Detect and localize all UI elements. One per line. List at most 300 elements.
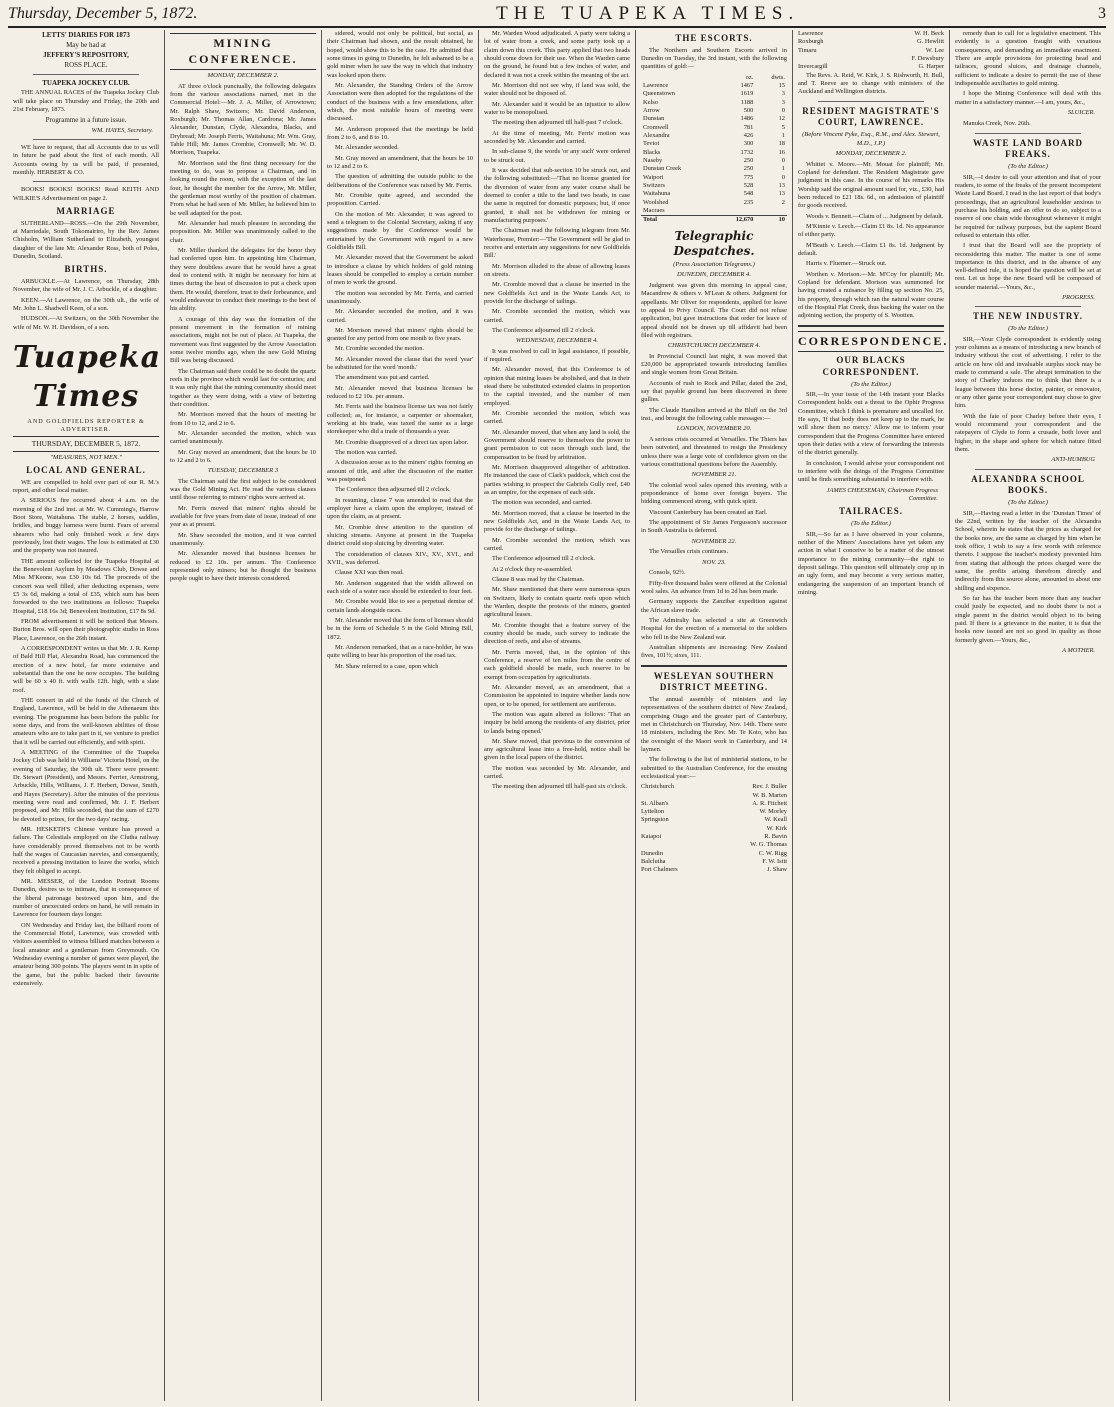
station-place: Dunedin	[641, 849, 664, 857]
table-row	[641, 82, 787, 90]
to-editor: (To the Editor.)	[1008, 162, 1048, 170]
local-paragraph: THE concert in aid of the funds of the Church of England, Lawrence, will be held in the Athenaeum this evening. The programme has been before the public for some days, and from the well-known abilities of those amateurs who are to take part in it, we venture to predict that it will be carried out efficiently, and with spirit.	[13, 697, 159, 746]
local-general-heading: LOCAL AND GENERAL.	[26, 465, 146, 476]
article-paragraph: Mr. Anderson proposed that the meetings be held from 2 to 6, and 8 to 10.	[327, 125, 473, 141]
masthead	[8, 2, 1106, 28]
article-paragraph: The meeting then adjourned till half-past 7 o'clock.	[492, 119, 623, 127]
letter-signature: JAMES CHEESEMAN, Chairman Progress Committee.	[826, 486, 938, 503]
letter-paragraph: SIR,—Your Clyde correspondent is evidently using your columns as a means of introducing a new branch of industry without the cost of advertising. I refer to the article on how old and invaluable surplus stock may be made to command a sale. The abrupt termination to the story of Charley induces me to think that there is a league between this horse doctor, painter, or renovator, or any other game your correspondent may chose to give him.	[955, 335, 1101, 410]
to-editor: (To the Editor.)	[851, 520, 891, 528]
total-oz: 12,670	[717, 216, 756, 225]
stations-list	[798, 30, 944, 72]
escort-oz: 781	[743, 123, 754, 131]
article-paragraph: Mr. Crombie thought that a feature survey of the country should be made, such survey to indicate the direction of reefs, and also of streams.	[484, 621, 630, 646]
station-row	[798, 30, 944, 38]
article-paragraph: Mr. Alexander seconded the motion, which was carried unanimously.	[170, 429, 316, 446]
column-5	[636, 30, 793, 1401]
escort-place: Teviot	[643, 140, 660, 148]
birth-notice: ARBUCKLE.—At Lawrence, on Thursday, 28th November, the wife of Mr. J. C. Arbuckle, of a daughter.	[13, 277, 159, 294]
local-paragraph: A SERIOUS fire occurred about 4 a.m. on the morning of the 2nd inst. at Mr. W. Cumming's, Harrow Boot Store, Waitahuna. The stable, 2 horses, saddles, bridles, and buggy harness were burnt. Fears of several shearers who had only finished work a few days previously, lost their wages. The loss is estimated at £30 and the property was not insured.	[13, 497, 159, 555]
table-row	[641, 174, 787, 182]
article-paragraph: The question of admitting the outside public to the deliberations of the Conference was raised by Mr. Ferris.	[327, 173, 473, 189]
table-row	[641, 99, 787, 107]
article-paragraph: A discussion arose as to the miners' rights forming an amount of title, and after the discussion of the matter was postponed.	[327, 459, 473, 484]
article-paragraph: Mr. Alexander, the Standing Orders of the Arrow Association were then adopted for the regulations of the conduct of the business with a few emendations, after which, the most suitable hours of meeting were discussed.	[327, 81, 473, 123]
escort-place: Dunstan	[643, 115, 665, 123]
ad-line: Programme in a future issue.	[45, 116, 127, 125]
escort-place: Woolshed	[643, 198, 669, 206]
article-paragraph: Mr. Morrison moved, that a clause be inserted in the new Goldfields Act, and in the Waste Lands Act, to provide for the discharge of tailings.	[484, 509, 630, 534]
article-paragraph: Mr. Crombie seconded the motion, which was carried.	[484, 410, 630, 426]
article-paragraph: Mr. Gray moved an amendment, that the hours be 10 to 12 and 2 to 6.	[327, 154, 473, 170]
table-total-row	[641, 216, 787, 225]
letter-title: TAILRACES.	[838, 506, 904, 517]
correspondence-heading: CORRESPONDENCE.	[798, 331, 944, 353]
telegram: Australian shipments are increasing: New Zealand fives, 101½; sixes, 111.	[641, 643, 787, 660]
article-paragraph: Mr. Anderson remarked, that as a race-holder, he was quite willing to bear his proportion of the road tax.	[327, 643, 473, 660]
article-paragraph: Mr. Alexander moved the clause that the word 'year' be substituted for the word 'month.'	[327, 355, 473, 372]
station-place: Roxburgh	[798, 38, 824, 46]
station-minister: G. Harper	[918, 63, 944, 71]
unit-dwts: dwts.	[771, 73, 785, 81]
escort-place: Naseby	[643, 156, 663, 164]
escort-oz: 426	[743, 131, 754, 139]
dateline: DUNEDIN, DECEMBER 4.	[677, 271, 751, 279]
masthead-date: Thursday, December 5, 1872.	[8, 5, 198, 22]
ad-line: ROSS PLACE.	[64, 61, 108, 70]
ad-jockey-club-text: THE ANNUAL RACES of the Tuapeka Jockey Club will take place on Thursday and Friday, the 20th and 21st February, 1873.	[13, 89, 159, 114]
date-subheading: TUESDAY, DECEMBER 3	[207, 467, 279, 475]
escorts-intro: The Northern and Southern Escorts arrived in Dunedin on Tuesday, the 3rd instant, with the following quantities of gold:—	[641, 46, 787, 71]
article-paragraph: It was decided that sub-section 10 be struck out, and the following substituted:—'That no license granted for the diversion of water from any water course shall be deemed to confer a title to the land two heads, in case the same is required for domestic purposes; but, if once granted, it shall not be withdrawn for mining or manufacturing purposes.'	[484, 166, 630, 224]
table-row	[641, 165, 787, 173]
article-paragraph: The motion was again altered as follows: 'That an inquiry be held among the residents of any district, prior to lands being opened.'	[484, 710, 630, 735]
article-paragraph: Mr. Crombie seconded the motion.	[335, 345, 425, 353]
ad-line: JEFFERY'S REPOSITORY,	[43, 51, 129, 60]
telegram: Viscount Canterbury has been created an Earl.	[649, 508, 768, 516]
station-row	[641, 833, 787, 841]
letter-title: OUR BLACKS CORRESPONDENT.	[822, 355, 920, 377]
notice-herbert: WE have to request, that all Accounts due to us will in future be paid about the first of each month. All Accounts owing by us will be paid, if presented, monthly. HERBERT & CO.	[13, 143, 159, 176]
article-paragraph: Mr. Morrison disapproved altogether of arbitration. He instanced the case of Clark's paddock, which cost the parties wishing to prospect the Gabriels Gully reef, £40 as an umpire, for the expenses of each side.	[484, 463, 630, 496]
article-paragraph: Mr. Anderson suggested that the width allowed on each side of a water race should be extended to four feet.	[327, 579, 473, 596]
station-row	[798, 55, 944, 63]
article-paragraph: AT three o'clock punctually, the following delegates from the various associations named, met in the Commercial Hotel:—Mr. J. A. Miller, of Arrowtown; Mr. Ralph Shaw, Switzers; Mr. David Anderson, Roxburgh; Mr. Thomas Allan, Cardrona; Mr. James Alexander, Dunstan, Clyde, Alexandra, Blacks, and Drybread; Mr. Joseph Ferris, Waitahuna; Mr. Wm. Gray, Table Hill; Mr. James Crombie, Cromwell; Mr. W. D. Morrison, Tuapeka.	[170, 82, 316, 157]
stations-list	[641, 783, 787, 875]
dateline: LONDON, NOVEMBER 20.	[676, 425, 752, 433]
marriage-heading: MARRIAGE	[56, 205, 116, 216]
table-row	[641, 199, 787, 207]
to-editor: (To the Editor.)	[851, 380, 891, 388]
table-row	[641, 207, 787, 216]
station-row	[798, 38, 944, 46]
letter-signature: A MOTHER.	[1062, 646, 1095, 654]
article-paragraph: The meeting then adjourned till half-past six o'clock.	[492, 783, 627, 791]
paper-logo: Tuapeka Times	[13, 339, 162, 414]
local-paragraph: ON Wednesday and Friday last, the billiard room of the Commercial Hotel, Lawrence, was crowded with visitors assembled to witness billiard matches between a local amateur and a gentleman from Greymouth. On Wednesday evening a number of games were played, the amateur being 300 points. The players went in in spite of the game, but the public backed their favourite extensively.	[13, 921, 159, 987]
escort-dwt: 16	[778, 148, 785, 156]
letter-paragraph: SIR,—In your issue of the 14th instant your Blacks Correspondent holds out a threat to the Ophir Progress Committee, which I think is premature and uncalled for. He says, 'If that body does not keep up to the mark, he will show them no mercy.' Allow me to inform your correspondent that the Progress Committee have entered upon their duties with a view of forwarding the interests of the district generally.	[798, 391, 944, 457]
station-minister: W. Morley	[759, 808, 787, 816]
table-row	[641, 157, 787, 165]
article-paragraph: Clause 8 was read by the Chairman.	[492, 575, 585, 583]
station-row	[641, 850, 787, 858]
station-row	[641, 808, 787, 816]
column-4	[479, 30, 636, 1401]
table-row	[641, 149, 787, 157]
stations-note: The Revs. A. Reid, W. Kirk, J. S. Rishworth, H. Bull, and T. Reeve are to change with ministers of the Auckland and Wellington districts.	[798, 71, 944, 96]
article-paragraph: The consideration of clauses XIV., XV., XVI., and XVII., was deferred.	[327, 550, 473, 567]
table-header-row	[641, 74, 787, 82]
article-paragraph: The motion was seconded, and carried.	[492, 499, 592, 507]
escort-dwt: 18	[778, 140, 785, 148]
station-place: Port Chalmers	[641, 866, 678, 874]
station-place: Lyttelton	[641, 808, 665, 816]
escort-oz: 1486	[740, 115, 754, 123]
article-paragraph: Mr. Alexander moved that the form of licenses should be in the form of Schedule 5 in the Gold Mining Bill, 1872.	[327, 617, 473, 641]
letter-paragraph: With the fate of poor Charley before their eyes, I would recommend your correspondent and the ratepayers of Clyde to form a crusade, both lover and higher, in the shape and sphere for which nature fitted them.	[955, 412, 1101, 453]
escort-dwt: 13	[778, 190, 785, 198]
escort-dwt: 2	[781, 198, 785, 206]
station-minister: J. Shaw	[767, 866, 787, 874]
article-paragraph: Mr. Ferris moved that miners' rights should be available for five years from date of issue, instead of one year as at present.	[170, 504, 316, 529]
letter-paragraph: SIR,—Having read a letter in the 'Dunstan Times' of the 22nd, written by the teacher of the Alexandra School, wherein he states that the prices as charged for the books now, are the same as charged by him when he took office, I wish to say a few words with reference thereto. I suppose the teacher's modesty prevented him from stating that although the prices charged were the same, the profits arising therefrom directly and indirectly from this source alone, amounted to about one shilling and sixpence.	[955, 509, 1101, 592]
escort-place: Alexandra	[643, 131, 670, 139]
escort-oz: 1619	[740, 90, 754, 98]
article-paragraph: Mr. Morrison did not see why, if land was sold, the water should not be disposed of.	[484, 81, 630, 98]
station-place: Balclutha	[641, 858, 666, 866]
station-row	[641, 783, 787, 791]
paper-subtitle: AND GOLDFIELDS REPORTER & ADVERTISER.	[27, 417, 145, 433]
local-paragraph: MR. HESKETH'S Chinese venture has proved a failure. The Celestials employed on the Clutha railway have considerably proved themselves not to be worth half the wages of Caucasian navvies, and consequently, received a pressing invitation to leave the works, which they felt obliged to accept.	[13, 825, 159, 875]
article-paragraph: In resuming, clause 7 was amended to read that the employer have a claim upon the employer, instead of upon the claim, as at present.	[327, 496, 473, 521]
local-paragraph: WE are compelled to hold over part of our R. M.'s report, and other local matter.	[13, 478, 159, 495]
article-paragraph: Mr. Morrison said the first thing necessary for the meeting to do, was to propose a Chairman, and in looking round the room, with the exception of the last four, he thought the member for the Arrow, Mr. Miller, the gentleman most worthy of the position of chairman. From what he had seen of Mr. Miller, he believed him to be well adapted for the post.	[170, 159, 316, 217]
court-case: M'Kinnie v. Leech.—Claim £1 8s. 1d. No appearance of either party.	[798, 222, 944, 239]
article-paragraph: The following is the list of ministerial stations, to be submitted to the Australian Conference, for the ensuing ecclesiastical year:—	[641, 756, 787, 780]
station-place: Lawrence	[798, 30, 824, 37]
escorts-table	[641, 74, 787, 225]
article-paragraph: Mr. Shaw referred to a case, upon which	[335, 662, 439, 670]
escort-dwt: 1	[781, 165, 785, 173]
local-paragraph: FROM advertisement it will be noticed that Messrs. Burton Bros. will open their photographic studio in Ross Place, Lawrence, on the 26th instant.	[13, 618, 159, 642]
article-paragraph: Mr. Alexander moved that business licenses be reduced to £2 10s. per annum. The Conference represented only miners; but he thought the business people ought to have their interests considered.	[170, 550, 316, 583]
escort-dwt: 5	[781, 123, 785, 131]
page-number: 3	[1098, 5, 1106, 22]
article-paragraph: The Chairman said the first subject to be considered was the Gold Mining Act. He read the various clauses until those referring to miners' rights were arrived at.	[170, 477, 316, 502]
letter-title: THE NEW INDUSTRY.	[973, 311, 1083, 322]
station-minister: Rev. J. Buller	[752, 783, 787, 791]
station-row	[641, 841, 787, 849]
station-place: Christchurch	[641, 783, 675, 791]
telegram: Germany supports the Zanzibar expedition against the African slave trade.	[641, 598, 787, 614]
total-label: Total	[641, 216, 717, 225]
escort-oz: 1467	[740, 82, 754, 89]
article-paragraph: Mr. Crombie quite agreed, and seconded the proposition. Carried.	[327, 191, 473, 208]
escort-oz: 1188	[740, 98, 754, 106]
telegraphic-heading: Telegraphic Despatches.	[673, 228, 755, 259]
escort-dwt	[755, 207, 787, 216]
issue-dateline: THURSDAY, DECEMBER 5, 1872.	[13, 436, 159, 452]
court-case: M'Beath v. Leech.—Claim £1 8s. 1d. Judgment by default.	[798, 241, 944, 257]
escorts-heading: THE ESCORTS.	[675, 33, 753, 43]
article-paragraph: Mr. Alexander said it would be an injustice to allow water to be monopolised.	[484, 100, 630, 116]
unit-oz: oz.	[745, 73, 754, 81]
local-paragraph: MR. MESSER, of the London Portrait Rooms Dunedin, desires us to intimate, that in consequence of the liberal patronage bestowed upon him, and the number of unexecuted orders on hand, he will remain in Lawrence for fourteen days longer.	[13, 877, 159, 919]
masthead-title: THE TUAPEKA TIMES.	[496, 3, 800, 24]
columns	[8, 30, 1106, 1401]
local-paragraph: THE amount collected for the Tuapeka Hospital at the Benevolent Asylum by Meadows Club, Dowse and Miss M'Keone, was £30 10s 6d. The proceeds of the concert was well filled, after deducting expenses, were £5 3s 6d, making a total of £35, which sum has been forwarded to the two institutions as follows: Tuapeka Hospital, £18 16s 3d; Benevolent Institution, £17 8s 9d.	[13, 557, 159, 615]
ad-jockey-club-title: TUAPEKA JOCKEY CLUB.	[42, 79, 130, 88]
telegram: Consols, 92½.	[649, 569, 686, 577]
escort-oz: 528	[743, 181, 754, 189]
telegram: The colonial wool sales opened this evening, with a preponderance of home over foreign buyers. The bidding commenced strong, with quick spirit.	[641, 481, 787, 506]
dateline: CHRISTCHURCH DECEMBER 4.	[667, 342, 761, 350]
article-paragraph: Mr. Morrison alluded to the abuse of allowing leases on streets.	[484, 262, 630, 278]
letter-paragraph: I hope the Mining Conference will deal with this matter in a satisfactory manner.—I am, yours, &c.,	[955, 90, 1101, 106]
column-7	[950, 30, 1106, 1401]
station-place: Invercargill	[798, 63, 828, 71]
station-row	[641, 825, 787, 833]
article-paragraph: The Chairman read the following telegram from Mr. Waterhouse, Premier:—'The Government will be glad to receive and entertain any suggestions for new Goldfields Bill.'	[484, 227, 630, 260]
table-row	[641, 132, 787, 140]
article-paragraph: The motion was seconded by Mr. Alexander, and carried.	[484, 764, 630, 781]
station-minister: G. Hewlitt	[917, 38, 944, 46]
escort-dwt: 1	[781, 131, 785, 139]
telegram: In Provincial Council last night, it was moved that £20,000 be appropriated towards introducing families and single women from Great Britain.	[641, 352, 787, 377]
letter-paragraph: SIR,—I desire to call your attention and that of your readers, to some of the freaks of the present incompetent Waste Land Board. I read in the last report of that body's proceedings, that an agricultural leaseholder anxious to purchase his holding, and an offer to do so, subject to a reserve of one chain wide throughout whenever it might be required for railway purposes, but the sapient Board refused to entertain this offer.	[955, 173, 1101, 239]
article-paragraph: Clause XXI was then read.	[335, 569, 404, 577]
station-minister: A. R. Fitchett	[752, 799, 787, 807]
table-row	[641, 90, 787, 98]
article-paragraph: Mr. Morrison moved that the hours of meeting be from 10 to 12, and 2 to 6.	[170, 411, 316, 427]
telegram: The appointment of Sir James Fergusson's successor in South Australia is deferred.	[641, 519, 787, 535]
wesleyan-heading: WESLEYAN SOUTHERN DISTRICT MEETING.	[653, 670, 775, 693]
station-row	[641, 800, 787, 808]
notice-books: BOOKS! BOOKS! BOOKS! Read KEITH AND WILKIE'S Advertisement on page 2.	[13, 186, 159, 202]
station-row	[641, 816, 787, 824]
station-minister: W. B. Marten	[752, 791, 787, 799]
escort-place: Cromwell	[643, 123, 669, 131]
table-row	[641, 115, 787, 123]
article-paragraph: Mr. Shaw seconded the motion, and it was carried unanimously.	[170, 531, 316, 548]
escort-oz: 500	[743, 106, 754, 114]
article-paragraph: Mr. Shaw moved, that previous to the conversion of any agricultural lease into a free-hold, notice shall be given in the local papers of the district.	[484, 737, 630, 762]
station-minister: W. Kirk	[766, 824, 787, 832]
court-case: Harris v. Fluemer.—Struck out.	[806, 260, 887, 268]
station-row	[798, 47, 944, 55]
article-paragraph: The Conference adjourned till 2 o'clock.	[492, 326, 596, 334]
article-paragraph: Mr. Miller thanked the delegates for the honor they had conferred upon him. In appointing him Chairman, they were doubtless aware that he would have a great deal to contend with. It might be necessary for him at times during the heat of discussion to put a check upon them. He would, therefore, trust to their forbearance, and would endeavour to conduct their meetings to the best of his ability.	[170, 246, 316, 313]
date-subheading: MONDAY, DECEMBER 2.	[207, 72, 279, 80]
telegram: Judgment was given this morning in appeal case, Macandrew & others v. M'Lean & others. Judgment for appellants. Mr Oliver for respondents, applied for leave to appeal to Privy Council. The Court did not refuse application, but gave instructions that order for leave of appeal should not be drawn up till affidavit had been filed with registrars.	[641, 281, 787, 339]
article-paragraph: At the time of meeting, Mr. Ferris' motion was seconded by Mr. Alexander and carried.	[484, 129, 630, 145]
station-place: Timaru	[798, 46, 817, 54]
station-minister: W. H. Beck	[914, 30, 944, 37]
ad-letts-diaries: LETTS' DIARIES FOR 1873	[42, 31, 130, 39]
station-minister: W. Lee	[925, 46, 944, 54]
dateline: NOV. 23.	[702, 558, 726, 566]
escort-place: Blacks	[643, 148, 661, 156]
station-minister: F. Dewsbury	[911, 54, 944, 62]
telegram: The Claude Hamilton arrived at the Bluff on the 3rd inst., and brought the following cable messages:—	[641, 406, 787, 423]
escort-dwt: 12	[778, 115, 785, 123]
article-paragraph: It was resolved to call in legal assistance, if possible, if required.	[484, 347, 630, 364]
article-paragraph: Mr. Crombie seconded the motion, which was carried.	[484, 308, 630, 324]
article-paragraph: Mr. Shaw mentioned that there were numerous spurs on Switzers, likely to contain quartz reefs upon which the Warden, despite the protests of the miners, granted agricultural leases.	[484, 586, 630, 619]
escort-dwt: 0	[781, 156, 785, 164]
article-paragraph: The annual assembly of ministers and lay representatives of the southern district of New Zealand, comprising Otago and the greater part of Canterbury, met in Christchurch on Thursday, Nov. 14th. There were 18 ministers, including the Rev. Mr. Te Koto, who has the oversight of the Maori work in Canterbury, and 14 laymen.	[641, 695, 787, 753]
ad-signature: WM. HAYES, Secretary.	[91, 126, 153, 134]
letter-title: ALEXANDRA SCHOOL BOOKS.	[971, 473, 1085, 496]
station-minister: R. Bavin	[764, 833, 787, 841]
court-case: Worthen v. Morison.—Mr. M'Coy for plaintiff; Mr. Copland for defendant. Morison was summoned for having created a nuisance by filling up section No. 25, his property, through which ran the natural water course of the Hospital Flat Creek, thus backing the water on the adjoining section, the property of S. Wootten.	[798, 270, 944, 320]
escort-dwt: 0	[781, 106, 785, 114]
paper-motto: "MEASURES, NOT MEN."	[50, 453, 122, 461]
escort-place: Lawrence	[643, 82, 669, 89]
station-row	[641, 792, 787, 800]
escort-oz: 775	[743, 173, 754, 181]
article-paragraph: The amendment was put and carried.	[335, 374, 430, 382]
article-paragraph: The Chairman said there could be no doubt the quartz reefs in the province which would last for centuries; and it was only right that the mining community should meet together as they were doing, with a view of bettering their condition.	[170, 367, 316, 408]
to-editor: (To the Editor.)	[1008, 325, 1048, 333]
escort-oz: 300	[743, 140, 754, 148]
escort-place: Arrow	[643, 106, 660, 114]
births-heading: BIRTHS.	[64, 264, 108, 275]
article-paragraph: Mr. Crombie drew attention to the question of sluicing streams. Anyone at present in the Tuapeka district could stop sluicing by diverting water.	[327, 523, 473, 548]
telegram: The Versailles crisis continues.	[649, 548, 729, 556]
escort-place: Waipori	[643, 173, 664, 181]
rm-court-heading: RESIDENT MAGISTRATE'S COURT, LAWRENCE.	[802, 105, 940, 128]
telegram: Fifty-five thousand bales were offered at the Colonial wool sales. An advance from 1d to 2d has been made.	[641, 579, 787, 595]
escort-dwt: 3	[781, 98, 785, 106]
table-row	[641, 124, 787, 132]
escort-place: Kelso	[643, 98, 658, 106]
birth-notice: KEEN.—At Lawrence, on the 30th ult., the wife of Mr. John L. Shadwell Keen, of a son.	[13, 296, 159, 312]
escort-oz: 235	[743, 198, 754, 206]
local-paragraph: A CORRESPONDENT writes us that Mr. J. R. Kemp of Bald Hill Flat, Alexandra Road, has commenced the erection of a new hotel, far more extensive and substantial than the one he now occupies. The building will be 60 x 40 ft. with walls 12ft. high, with a slate roof.	[13, 645, 159, 694]
escort-dwt: 13	[778, 181, 785, 189]
letter-signature: PROGRESS.	[1062, 294, 1095, 302]
escort-oz: 250	[743, 156, 754, 164]
escort-dwt: 3	[781, 90, 785, 98]
letter-signature: ANTI-HUMBUG	[1051, 456, 1095, 464]
article-paragraph: The motion was seconded by Mr. Ferris, and carried unanimously.	[327, 289, 473, 305]
column-3	[322, 30, 479, 1401]
article-paragraph: The Conference then adjourned till 2 o'clock.	[335, 486, 451, 494]
letter-paragraph: I trust that the Board will see the propriety of reconsidering this matter. The matter is one of some importance in this district, and in the absence of any well-defined rule, it is hoped the question will be set at rest. Let us hope the new Board will be composed of sounder material.—Yours, &c.,	[955, 242, 1101, 291]
letter-paragraph: SIR,—So far as I have observed in your columns, neither of the Miners' Associations have yet taken any action in what I conceive to be a matter of the utmost importance to the mining community—the right to deposit tailings. This question will ultimately crop up in an ugly form, and may become a very serious matter, endangering the suspension of an important branch of mining.	[798, 530, 944, 596]
escort-oz	[717, 207, 756, 216]
article-paragraph: Mr. Gray moved an amendment, that the hours be 10 to 12 and 2 to 6.	[170, 448, 316, 464]
article-paragraph: sidered, would not only be political, but social, as their Chairman had shown, and the result obtained, he hoped, would show this to be the case. He admitted that some times in going to Dunedin, he felt ashamed to be a gold miner when he saw the way in which that industry was looked upon there.	[327, 30, 473, 79]
station-place: Kaiapoi	[641, 833, 662, 841]
telegram: A serious crisis occurred at Versailles. The Thiers has been outvoted, and threatened to resign the Presidency unless there was a large vote of confidence given on the various constitutional questions before the Assembly.	[641, 435, 787, 468]
escort-dwt: 0	[781, 173, 785, 181]
escort-dwt: 15	[778, 82, 785, 89]
article-paragraph: Mr. Alexander seconded.	[335, 144, 399, 152]
table-row	[641, 182, 787, 190]
letter-paragraph: In conclusion, I would advise your correspondent not to interfere with the doings of the Progress Committee until he finds something substantial to interfere with.	[798, 459, 944, 484]
table-row	[641, 190, 787, 198]
article-paragraph: Mr. Alexander seconded the motion, and it was carried.	[327, 308, 473, 324]
article-paragraph: Mr. Ferris moved, that, in the opinion of this Conference, a reserve of ten miles from the centre of each goldfield should be made, such reserve to be exempt from occupation by agriculturists.	[484, 648, 630, 681]
station-place: St. Alban's	[641, 799, 669, 807]
letter-title: WASTE LAND BOARD FREAKS.	[972, 137, 1084, 160]
table-row	[641, 107, 787, 115]
article-paragraph: Mr. Alexander moved, as an amendment, that a Commission be appointed to inquire whether lands now open, or to be opened, for settlement are auriferous.	[484, 683, 630, 708]
station-minister: F. W. Isitt	[762, 858, 787, 866]
article-paragraph: Mr. Alexander had much pleasure in seconding the proposition. Mr. Miller was unanimously called to the chair.	[170, 220, 316, 244]
court-case: Woods v. Bennett.—Claim of ... Judgment by default.	[806, 212, 944, 220]
letter-paragraph: remedy than to call for a legislative enactment. This evidently is a question fraught with vexatious consequences, and demanding an immediate enactment. There are ample provisions for protecting head and tailraces, ground sluices, and drainage channels, sufficient to indicate a desire to permit the use of these indispensable auxiliaries to gold mining.	[955, 30, 1101, 87]
total-dwt: 10	[755, 216, 787, 225]
escort-oz: 548	[743, 190, 754, 198]
article-paragraph: Mr. Crombie disapproved of a direct tax upon labor.	[335, 438, 469, 446]
column-6	[793, 30, 950, 1401]
station-minister: W. Keall	[764, 816, 787, 824]
column-1	[8, 30, 165, 1401]
station-row	[641, 866, 787, 874]
article-paragraph: In sub-clause 9, the words 'or any such' were ordered to be struck out.	[484, 148, 630, 164]
article-paragraph: Mr. Alexander moved, that when any land is sold, the Government should reserve to themselves the power to grant permission to cut races through such land, the compensation to be fixed by arbitration.	[484, 428, 630, 461]
station-place: Springston	[641, 816, 669, 824]
letter-signature: SLUICER.	[1067, 108, 1095, 116]
station-row	[798, 63, 944, 71]
article-paragraph: Mr. Crombie seconded the motion, which was carried.	[484, 536, 630, 552]
article-paragraph: The motion was carried.	[335, 449, 398, 457]
dateline: NOVEMBER 21.	[691, 471, 737, 479]
column-2	[165, 30, 322, 1401]
article-paragraph: Mr. Warden Wood adjudicated. A party were taking a lot of water from a creek, and some party took up a claim down this creek. This party applied that two heads should come down for their use. When the Warden came on the ground, he found but a few inches of water, and declared it was not a creek within the meaning of the act.	[484, 30, 630, 79]
letter-paragraph: So far has the teacher been more than any teacher could justly be expected, and no doubt there is not a single parent in the district would object to its being paid. If there is a grievance in the matter, it is that the books now issued are not so good in quality as those formerly given.—Yours, &c.,	[955, 594, 1101, 644]
escort-place: Queenstown	[643, 90, 675, 98]
letter-place: Manuka Creek, Nov. 26th.	[963, 120, 1031, 128]
date-subheading: WEDNESDAY, DECEMBER 4.	[515, 337, 599, 345]
escort-place: Macraes	[643, 206, 665, 214]
marriage-notice: SUTHERLAND—ROSS.—On the 29th November, at Marriedale, South Tokomairiro, by the Rev. James Chisholm, William Sutherland to Elizabeth, youngest daughter of the late Mr. Alexander Ross, both of Poles, Dunedin, Scotland.	[13, 219, 159, 260]
station-minister: W. G. Thomas	[750, 841, 787, 849]
to-editor: (To the Editor.)	[1008, 499, 1048, 507]
date-subheading: MONDAY, DECEMBER 2.	[835, 150, 907, 158]
article-paragraph: Mr. Ferris said the business license tax was not fairly collected; as, for instance, a carpenter or shoemaker, working at his trade, was taxed the same as a large storekeeper who did a trade of thousands a year.	[327, 403, 473, 436]
court-case: Whittet v. Moore.—Mr. Mouat for plaintiff; Mr. Copland for defendant. The Resident Magistrate gave judgment in this case. In the course of his remarks His Worship said the original amount sued for, viz., £30, had been reduced to £21 18s. 6d., on admission of plaintiff for goods received.	[798, 160, 944, 210]
telegram: Accounts of rush to Rock and Pillar, dated the 2nd, say that payable ground has been discovered in three gullies.	[641, 379, 787, 404]
article-paragraph: Mr. Alexander moved that the Government be asked to introduce a clause by which holders of gold mining leases should be compelled to employ a certain number of men to work the ground.	[327, 254, 473, 287]
article-paragraph: The Conference adjourned till 2 o'clock.	[492, 555, 596, 563]
article-paragraph: Mr. Crombie moved that a clause be inserted in the new Goldfields Act and in the Waste Lands Act, to provide for the discharge of tailings.	[484, 281, 630, 305]
dateline: NOVEMBER 22.	[691, 537, 737, 545]
telegraphic-subheading: (Press Association Telegrams.)	[673, 260, 755, 268]
article-paragraph: A courage of this day was the formation of the present movement in the formation of mining associations, might not be out of place. At Tuapeka, the movement was first suggested by the Arrow Association some twelve months ago, when the new Gold Mining Bill was being discussed.	[170, 315, 316, 365]
telegram: The Admiralty has selected a site at Greenwich Hospital for the erection of a memorial to the soldiers who fell in the New Zealand war.	[641, 616, 787, 641]
article-paragraph: At 2 o'clock they re-assembled.	[492, 565, 573, 573]
station-row	[641, 858, 787, 866]
article-paragraph: Mr. Crombie would like to see a perpetual demise of certain lands alongside races.	[327, 598, 473, 614]
article-paragraph: Mr. Morrison moved that miners' rights should be granted for any period from one month to five years.	[327, 326, 473, 343]
article-paragraph: Mr. Alexander moved that business licenses be reduced to £2 10s. per annum.	[327, 384, 473, 401]
escort-place: Switzers	[643, 181, 666, 189]
escort-place: Dunstan Creek	[643, 165, 682, 173]
ad-line: May be had at	[66, 41, 106, 50]
article-paragraph: On the motion of Mr. Alexander, it was agreed to send a telegram to the Colonial Secretary, asking if any suggestions made by the Conference would be entertained by the Government with regard to a new Goldfields Bill.	[327, 210, 473, 251]
escort-oz: 1732	[740, 148, 754, 156]
station-minister: C. W. Rigg	[758, 849, 787, 857]
mining-conference-heading: MINING CONFERENCE.	[170, 33, 316, 70]
escort-oz: 250	[743, 165, 754, 173]
escort-place: Waitahuna	[643, 190, 671, 198]
article-paragraph: Mr. Alexander moved, that this Conference is of opinion that mining leases be abolished, and that in their stead there be substituted extended claims in proportion to the capital invested, and the number of men employed.	[484, 366, 630, 407]
